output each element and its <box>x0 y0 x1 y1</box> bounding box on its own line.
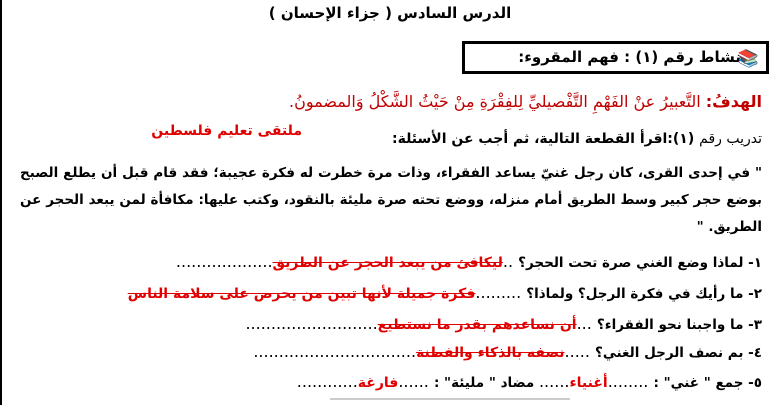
activity-heading <box>518 48 763 69</box>
answer-dots: ...... <box>398 372 434 391</box>
activity-label: نشاط رقم (١) : فهم المقروء: <box>518 48 741 66</box>
goal-text: التَّعبيرُ عنْ الفَهْمِ التَّفْصيليِّ لِلفِقْرَةِ مِنْ حَيْثُ الشَّكْلُ وَالمضمونُ. <box>289 92 706 111</box>
handwritten-answer-antonym: فارغة <box>357 375 399 391</box>
question-label: ١- لماذا وضع الغني صرة تحت الحجر؟ <box>518 255 762 271</box>
question-label: ٣- ما واجبنا نحو الفقراء؟ <box>596 317 762 333</box>
answer-dots: .......................... <box>245 314 378 333</box>
answer-dots: ......... <box>475 283 527 302</box>
lesson-title: الدرس السادس ( جزاء الإحسان ) <box>268 4 512 22</box>
question-1 <box>176 252 762 271</box>
answer-dots: ..... <box>564 342 596 361</box>
question-2 <box>128 283 762 302</box>
handwritten-answer: أن نساعدهم بقدر ما نستطيع <box>377 317 577 333</box>
question-label-antonym: مضاد " مليئة" : <box>433 375 539 391</box>
answer-dots: ... <box>576 314 597 333</box>
cut-off-line <box>330 398 570 400</box>
answer-dots: .. <box>502 252 519 271</box>
answer-dots: ...... <box>538 372 570 391</box>
goal-key: الهدفُ: <box>705 92 762 111</box>
reading-passage: " في إحدى القرى، كان رجل غنيّ يساعد الفقراء، وذات مرة خطرت له فكرة عجيبة؛ فقد قام قبل أن يطلع الصبح بوضع حجر كبير وسط الطريق أمام منزله، ووضع تحته صرة مليئة بالنقود، وكتب عليها: مكافأة لمن يبعد الحجر عن الطريق. " <box>20 165 762 235</box>
drill-prefix: تدريب رقم <box>699 131 762 147</box>
handwritten-answer-plural: أغنياء <box>569 375 608 391</box>
question-label: ٢- ما رأيك في فكرة الرجل؟ ولماذا؟ <box>526 286 762 302</box>
question-4 <box>253 342 762 361</box>
question-5 <box>297 372 762 391</box>
question-3 <box>245 314 762 333</box>
question-label: ٤- بم نصف الرجل الغني؟ <box>595 345 762 361</box>
answer-dots: ................................ <box>253 342 417 361</box>
drill-text: (١):اقرأ القطعة التالية، ثم أجب عن الأسئلة: <box>391 131 700 147</box>
book-stack-icon: 📚 <box>737 49 759 69</box>
handwritten-answer: ليكافئ من يبعد الحجر عن الطريق <box>272 255 503 271</box>
handwritten-answer: نصفه بالذكاء والفطنة <box>416 345 565 361</box>
brand-watermark-text: ملتقى تعليم فلسطين <box>151 123 302 139</box>
handwritten-answer: فكرة جميلة لأنها تبين من يحرص على سلامة الناس <box>127 286 476 302</box>
drill-instruction <box>392 131 762 147</box>
page-edge-line <box>0 0 2 405</box>
answer-dots: ............ <box>296 372 358 391</box>
answer-dots: ........ <box>607 372 654 391</box>
answer-dots: ................... <box>175 252 273 271</box>
question-label: ٥- جمع " غني" : <box>653 375 762 391</box>
goal-line <box>289 92 762 111</box>
